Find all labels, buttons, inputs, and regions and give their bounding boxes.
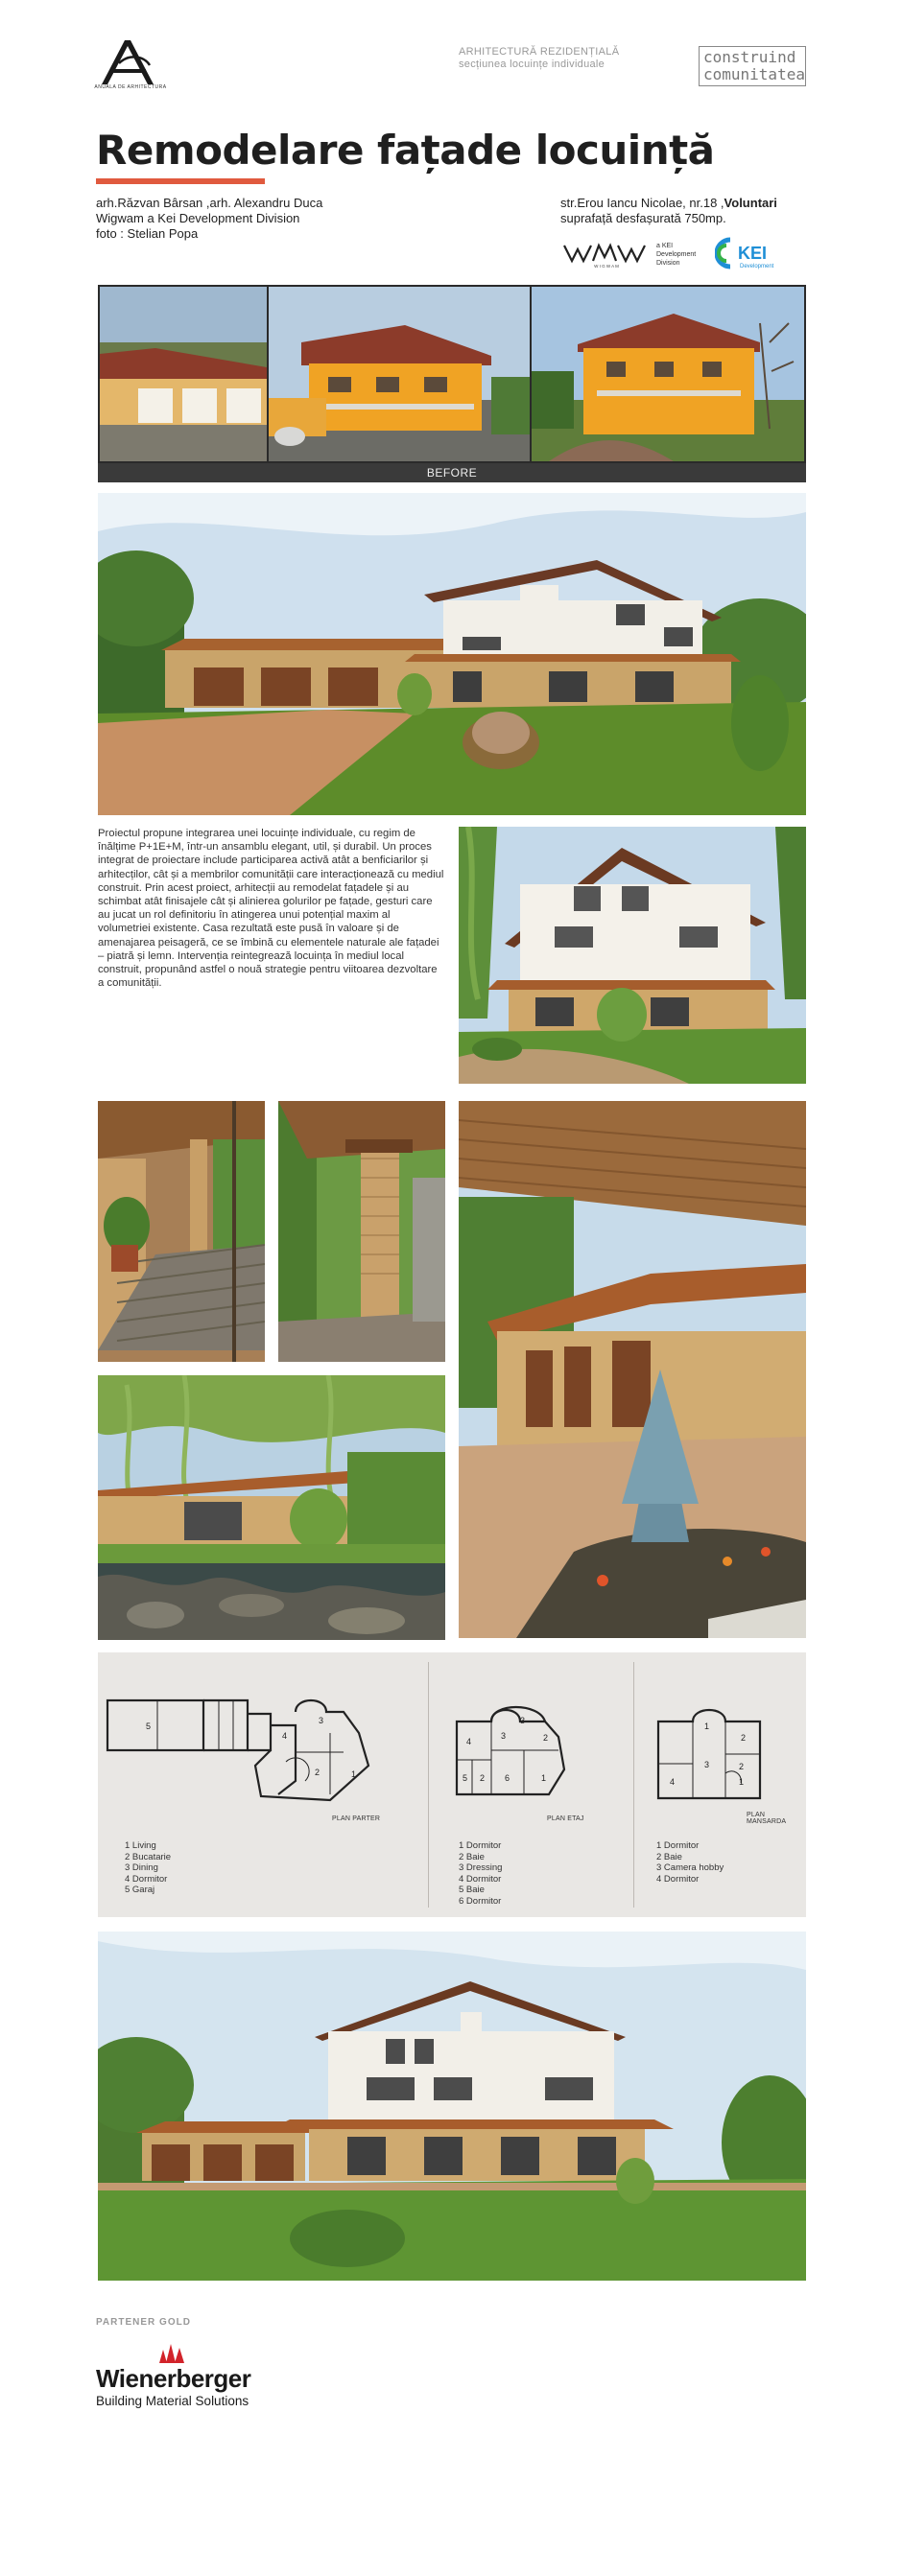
wigwam-logo	[562, 240, 651, 269]
architecture-annual-logo	[96, 35, 163, 88]
after-main-photo	[98, 493, 806, 815]
legend-item: 2 Baie	[459, 1851, 485, 1862]
svg-text:1: 1	[704, 1721, 710, 1731]
kei-development-logo	[715, 236, 792, 270]
area-line: suprafață desfașurată 750mp.	[560, 211, 726, 225]
svg-text:3: 3	[319, 1716, 324, 1725]
before-photo-3	[532, 287, 804, 461]
street: str.Erou Iancu Nicolae, nr.18 ,	[560, 196, 724, 210]
legend-item: 5 Garaj	[125, 1885, 155, 1895]
svg-text:5: 5	[146, 1721, 152, 1731]
svg-text:2: 2	[739, 1762, 745, 1771]
svg-text:4: 4	[670, 1777, 676, 1787]
partner-label: PARTENER GOLD	[96, 2317, 191, 2328]
project-location	[560, 196, 777, 226]
svg-text:2: 2	[543, 1733, 549, 1743]
address-line	[560, 196, 777, 211]
svg-text:3: 3	[520, 1716, 526, 1725]
legend-item: 3 Dressing	[459, 1862, 503, 1873]
svg-text:4: 4	[466, 1737, 472, 1746]
attic-plan-label: PLAN MANSARDA	[747, 1812, 787, 1825]
wigwam-sub-3: Division	[656, 260, 680, 267]
svg-text:4: 4	[282, 1731, 288, 1741]
legend-item: 4 Dormitor	[459, 1873, 502, 1885]
svg-text:6: 6	[505, 1773, 510, 1783]
stone-column-photo	[278, 1101, 445, 1362]
ground-legend	[125, 1840, 171, 1896]
logo-caption: ANUALA DE ARHITECTURA	[94, 84, 167, 90]
kei-wordmark: KEI	[738, 244, 768, 263]
before-photo-2	[269, 287, 530, 461]
wigwam-sub-2: Development	[656, 251, 697, 258]
wigwam-subtitle	[656, 242, 696, 268]
architects: arh.Răzvan Bârsan ,arh. Alexandru Duca	[96, 196, 323, 210]
svg-text:1: 1	[739, 1777, 745, 1787]
wigwam-wordmark: W I G W A M	[594, 264, 619, 269]
category-label	[459, 46, 619, 71]
brand-line-2: comunitatea	[703, 65, 805, 83]
ground-floor-plan	[104, 1695, 416, 1810]
floor-plans-panel	[98, 1652, 806, 1917]
pond-garden-photo	[98, 1375, 445, 1640]
before-photo-1	[100, 287, 267, 461]
legend-item: 1 Dormitor	[459, 1840, 502, 1851]
first-plan-label: PLAN ETAJ	[547, 1815, 584, 1822]
svg-text:1: 1	[351, 1769, 357, 1779]
wienerberger-roof-icon	[157, 2340, 186, 2365]
first-legend	[459, 1840, 502, 1907]
construind-comunitatea-logo	[699, 46, 806, 86]
title-underline	[96, 178, 265, 184]
svg-text:3: 3	[501, 1731, 507, 1741]
first-floor-plan	[453, 1702, 616, 1798]
legend-item: 3 Dining	[125, 1862, 158, 1873]
before-label: BEFORE	[98, 463, 806, 482]
svg-text:3: 3	[704, 1760, 710, 1769]
house-garden-photo	[459, 827, 806, 1084]
legend-item: 3 Camera hobby	[656, 1862, 724, 1873]
svg-text:1: 1	[541, 1773, 547, 1783]
city: Voluntari	[724, 196, 777, 210]
legend-item: 4 Dormitor	[125, 1873, 168, 1885]
svg-text:2: 2	[315, 1768, 320, 1777]
page-title: Remodelare fațade locuință	[96, 127, 715, 174]
attic-floor-plan	[654, 1706, 796, 1802]
project-description: Proiectul propune integrarea unei locuințe individuale, cu regim de înălțime P+1E+M, într-un ansamblu elegant, util, și durabil. Un proces integrat de proiectare include participarea activă atât a benficiarilor și arhitecților, cât și a membrilor comunității care interacționează cu mediul construit. Prin acest proiect, arhitecții au remodelat fațadele și au schimbat atât finisajele cât și alinierea golurilor pe fațade, gesturi care au jucat un rol definitoriu în atingerea unui potențial maxim al volumetriei existente. Casa rezultată este pusă în valoare și de amenajarea peisageră, ce se îmbină cu elementele naturale ale fațadei – piatră și lemn. Intervenția reintegrează locuința în mediul local construit, propunând astfel o nouă strategie pentru viitoarea dezvoltare a comunității.	[98, 828, 444, 990]
firm: Wigwam a Kei Development Division	[96, 211, 300, 225]
legend-item: 2 Baie	[656, 1851, 682, 1862]
section-line: secțiunea locuințe individuale	[459, 59, 605, 70]
wigwam-sub-1: a KEI	[656, 243, 674, 249]
brand-line-1: construind	[703, 48, 796, 66]
legend-item: 6 Dormitor	[459, 1895, 502, 1907]
plan-divider	[428, 1662, 429, 1908]
garage-wing-photo	[459, 1101, 806, 1638]
before-photo-strip	[98, 285, 806, 482]
legend-item: 1 Dormitor	[656, 1840, 700, 1851]
veranda-deck-photo	[98, 1101, 265, 1362]
wienerberger-wordmark: Wienerberger	[96, 2364, 251, 2393]
legend-item: 5 Baie	[459, 1885, 485, 1895]
photographer: foto : Stelian Popa	[96, 226, 199, 241]
svg-text:2: 2	[480, 1773, 486, 1783]
ground-plan-label: PLAN PARTER	[332, 1815, 381, 1822]
legend-item: 1 Living	[125, 1840, 156, 1851]
front-facade-photo	[98, 1932, 806, 2281]
svg-text:5: 5	[463, 1773, 468, 1783]
wienerberger-tagline: Building Material Solutions	[96, 2394, 249, 2408]
legend-item: 4 Dormitor	[656, 1873, 700, 1885]
plan-divider	[633, 1662, 634, 1908]
attic-legend	[656, 1840, 724, 1885]
credits	[96, 196, 322, 242]
kei-subtitle: Development	[740, 264, 774, 269]
legend-item: 2 Bucatarie	[125, 1851, 172, 1862]
category-line: ARHITECTURĂ REZIDENȚIALĂ	[459, 46, 620, 58]
svg-text:2: 2	[741, 1733, 747, 1743]
